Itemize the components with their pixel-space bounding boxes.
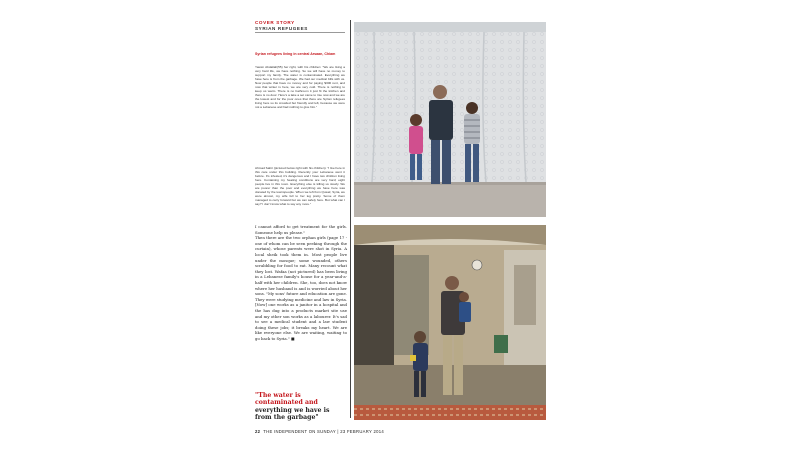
page-footer <box>255 429 384 434</box>
pull-quote-black: everything we have is from the garbage" <box>255 406 330 422</box>
publication-line: THE INDEPENDENT ON SUNDAY | 23 FEBRUARY 2014 <box>263 429 384 434</box>
photo-family-curtain <box>354 22 546 217</box>
pull-quote-red: "The water is contaminated and <box>255 392 318 407</box>
column-divider <box>350 20 351 418</box>
caption-text-bottom: Ahmad Sabir (pictured below right with his children): "I live here in this care under this building. Recently your Lebanese went it before. It's infested, it's dangerous and I have two children living here. Containing my heating conditions are very hard; eight people live in this room. Everything else is killing us slowly. We are poorer than the poor and everything we have here was donated by the townspeople. When we left from Qusair, Syria, we were almost, my wife fell to her leg pretty. Some of them managed to carry forward but we can safely here. But what can I say? I don't know what to say any more." <box>255 166 345 207</box>
section-subkicker: SYRIAN REFUGEES <box>255 26 308 31</box>
section-kicker: COVER STORY <box>255 20 295 25</box>
page-number: 22 <box>255 429 261 434</box>
article-body: I cannot afford to get treatment for the girls. Someone help us please." Then there are the two orphan girls (page 17 - one of whom can be seen peeking through the curtain), whose parents were shot in Syria. A local sheik took them in. Most people live under the mosque; some wounded, others scrabbling for food to eat. Many recount what they lost. Wafaa (not pictured) has been living in a Lebanese family's house for a year-and-a-half with her children. She, too, does not know where her husband is and is worried about her sons. "My sons' future and education are gone. They were studying medicine and law in Syria. [Now] one works as a janitor in a hospital and the has dug into a products market site use and my other son works as a labourer. It's sad to see a medical student and a law student doing these jobs; it breaks my heart. We are like everyone else. We are waiting, waiting to go back to Syria." ■ <box>255 224 347 341</box>
magazine-page <box>250 18 550 440</box>
photo-father-children-room <box>354 225 546 420</box>
caption-text-top: Yassin Abdallah(55) her right, with his children: "We are living a very hard life, we have nothing. So we will have no money to support my family. The water is contaminated. Everything we have here is from the garbage. We had our medical bills with us. Now people that have no money and for paying $300 rent, and now that winter is here, we are very cold. There is nothing to keep us warm. There is no bathroom it just fit the kitchen and there is no door. Here's a lake a set came to rise now and we are the lowest and for the poor ones that there are Syrian refugees living here so its crowded but friendly and left, because we were not a Lebanese and had nothing to give him." <box>255 65 345 110</box>
pull-quote <box>255 392 345 422</box>
kicker-divider <box>255 32 345 33</box>
caption-heading: Syrian refugees living in central Arsaan, Chiam <box>255 52 336 56</box>
